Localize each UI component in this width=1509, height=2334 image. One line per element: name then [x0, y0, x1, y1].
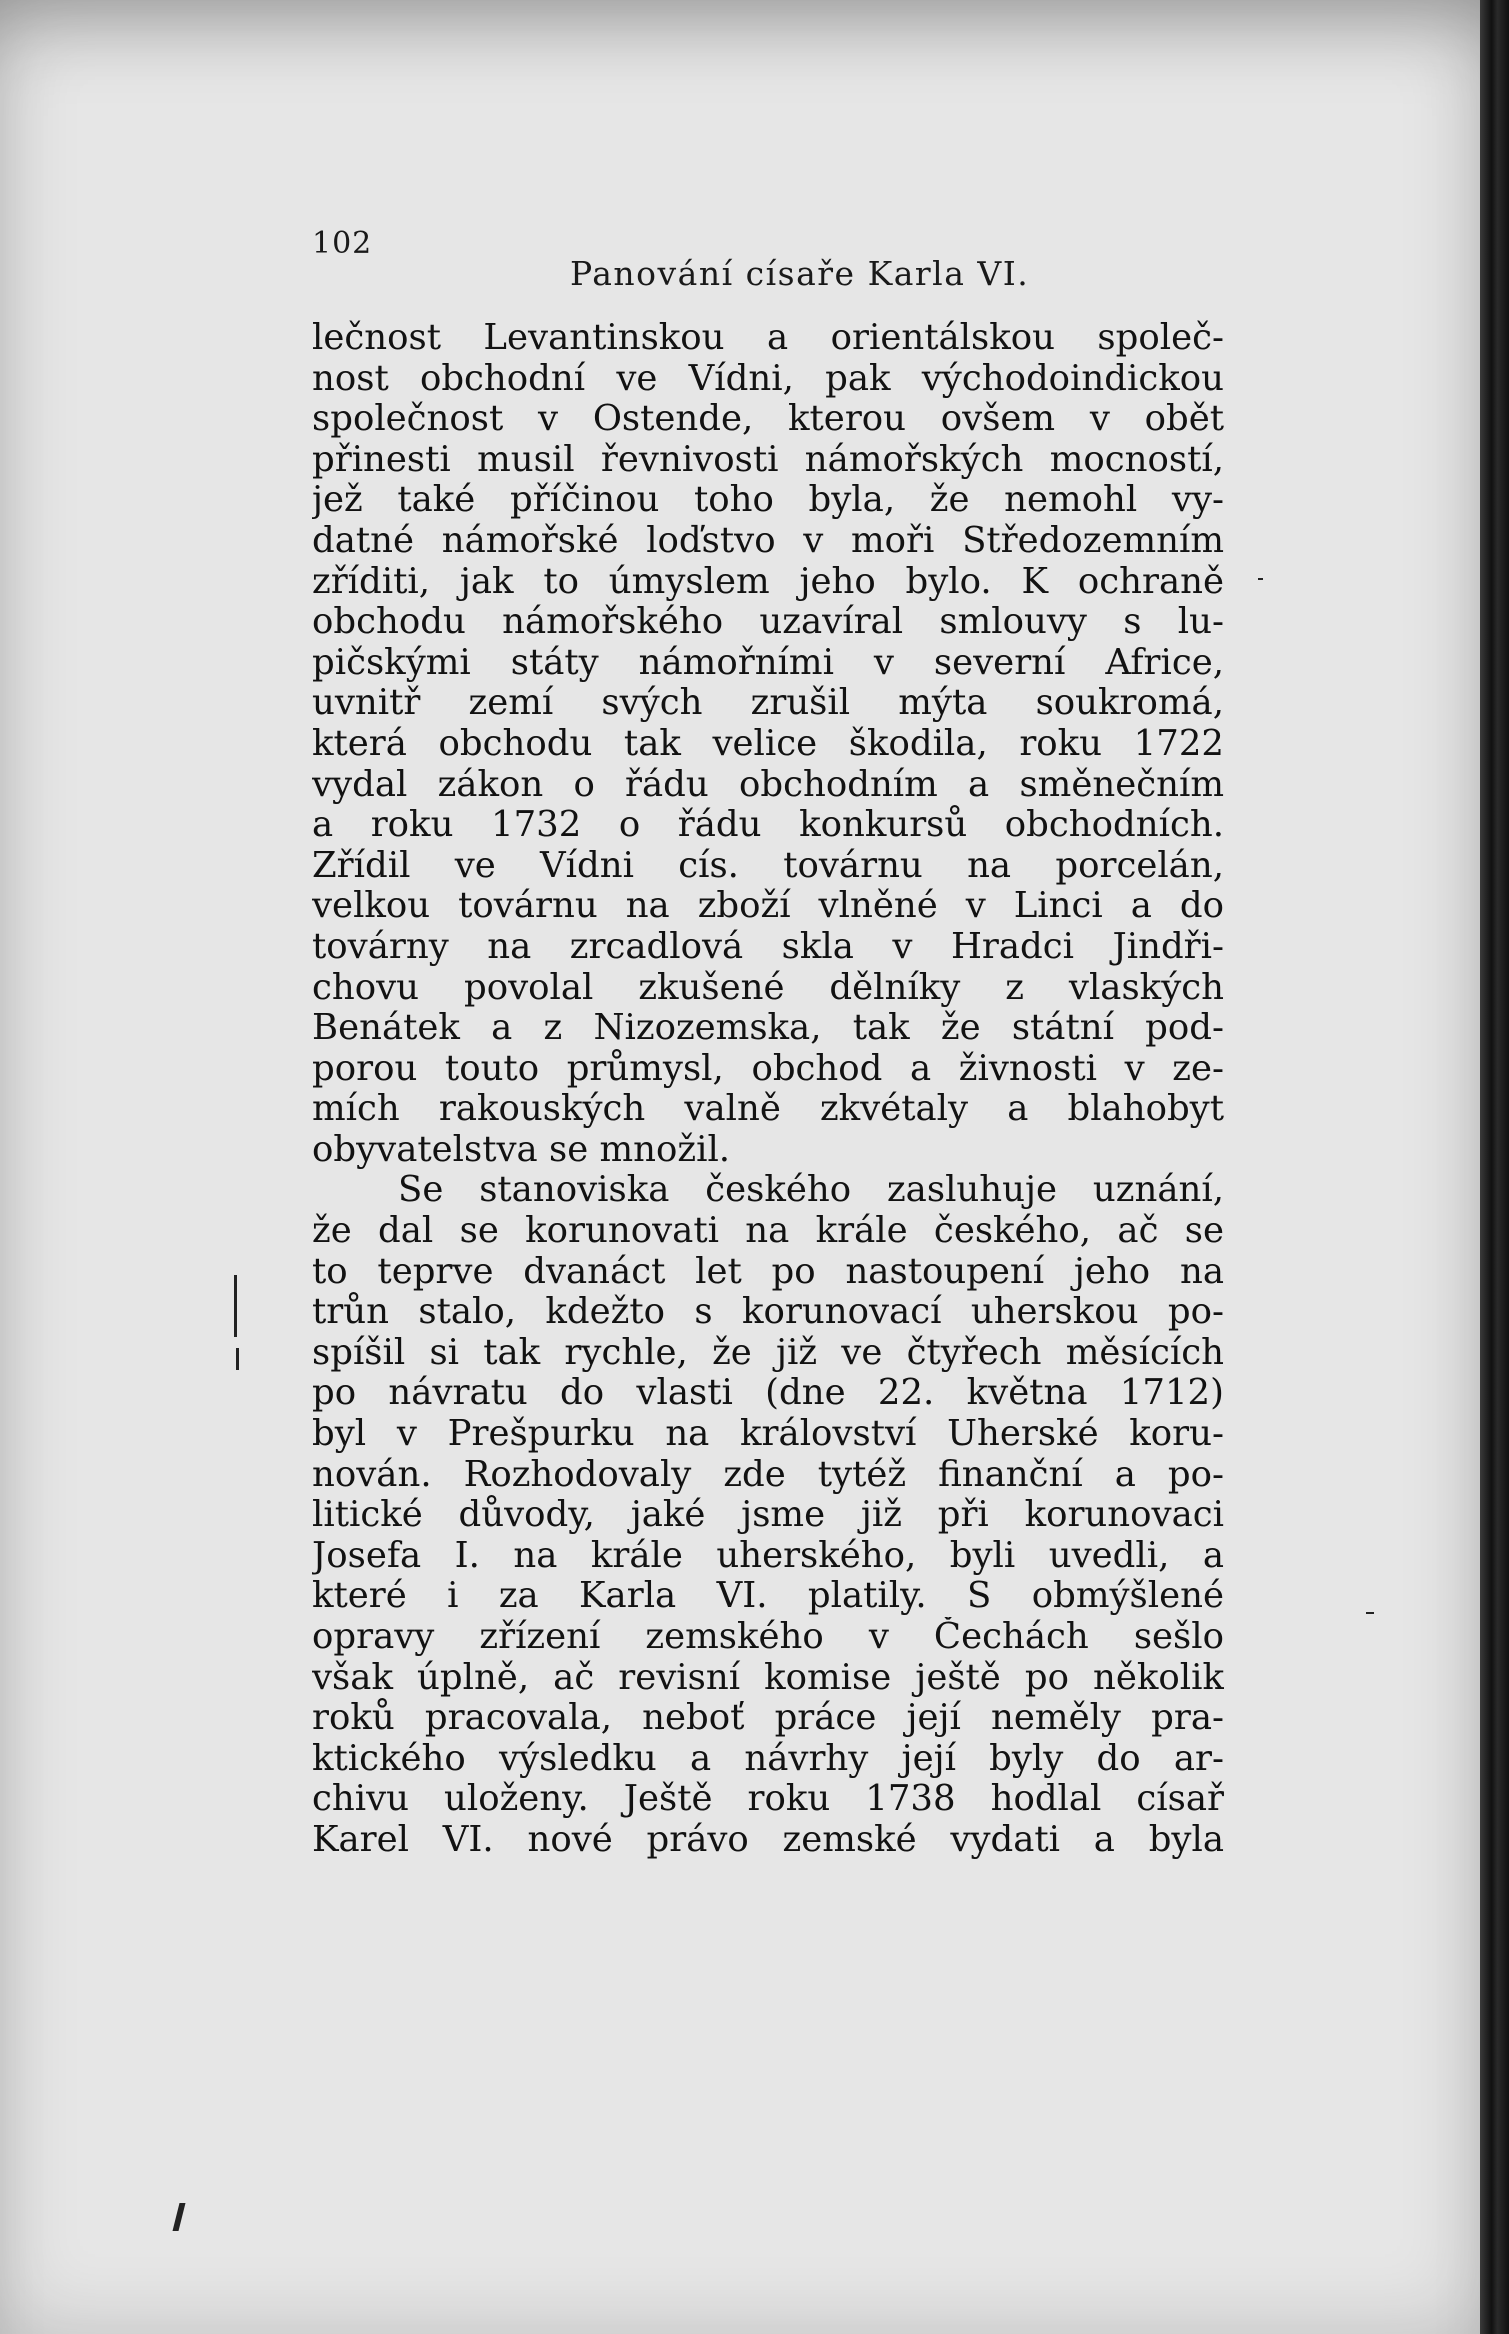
text-line: chovu povolal zkušené dělníky z vlaských	[312, 967, 1224, 1008]
text-line: Karel VI. nové právo zemské vydati a byla	[312, 1819, 1224, 1860]
text-line: nost obchodní ve Vídni, pak východoindickou	[312, 358, 1224, 399]
running-head: Panování císaře Karla VI.	[570, 254, 1030, 293]
margin-mark	[234, 1275, 237, 1337]
text-line: jež také příčinou toho byla, že nemohl vy-	[312, 480, 1224, 521]
text-line: po návratu do vlasti (dne 22. května 1712)	[312, 1373, 1224, 1414]
text-line: lečnost Levantinskou a orientálskou společ-	[312, 318, 1224, 358]
text-line: vydal zákon o řádu obchodním a směnečním	[312, 764, 1224, 805]
text-line: roků pracovala, neboť práce její neměly pra-	[312, 1698, 1224, 1739]
text-line: továrny na zrcadlová skla v Hradci Jindři-	[312, 926, 1224, 967]
scanner-border	[1480, 0, 1509, 2334]
margin-mark	[173, 2203, 186, 2231]
text-line: pičskými státy námořními v severní Africe,	[312, 642, 1224, 683]
text-line: že dal se korunovati na krále českého, ač se	[312, 1211, 1224, 1252]
body-text	[312, 318, 1224, 1861]
text-line: ktického výsledku a návrhy její byly do ar-	[312, 1738, 1224, 1779]
text-line: Se stanoviska českého zasluhuje uznání,	[398, 1170, 1224, 1211]
text-line: které i za Karla VI. platily. S obmýšlené	[312, 1576, 1224, 1617]
text-line: nován. Rozhodovaly zde tytéž finanční a po-	[312, 1454, 1224, 1495]
text-line: společnost v Ostende, kterou ovšem v obět	[312, 399, 1224, 440]
text-line: obyvatelstva se množil.	[312, 1129, 731, 1170]
text-line: Zřídil ve Vídni cís. továrnu na porcelán,	[312, 845, 1224, 886]
text-line: to teprve dvanáct let po nastoupení jeho na	[312, 1251, 1224, 1292]
margin-mark	[236, 1348, 239, 1370]
margin-mark	[1258, 578, 1263, 580]
text-line: a roku 1732 o řádu konkursů obchodních.	[312, 805, 1224, 846]
text-line: spíšil si tak rychle, že již ve čtyřech měsících	[312, 1332, 1224, 1373]
text-line: Josefa I. na krále uherského, byli uvedli, a	[312, 1535, 1224, 1576]
text-line: přinesti musil řevnivosti námořských mocností,	[312, 439, 1224, 480]
text-line: však úplně, ač revisní komise ještě po několik	[312, 1657, 1224, 1698]
text-line: obchodu námořského uzavíral smlouvy s lu-	[312, 602, 1224, 643]
text-line: datné námořské loďstvo v moři Středozemním	[312, 520, 1224, 561]
page-number: 102	[312, 226, 373, 261]
text-line: Benátek a z Nizozemska, tak že státní pod-	[312, 1008, 1224, 1049]
text-line: trůn stalo, kdežto s korunovací uherskou po-	[312, 1292, 1224, 1333]
margin-mark	[1366, 1612, 1374, 1614]
text-line: porou touto průmysl, obchod a živnosti v ze-	[312, 1048, 1224, 1089]
text-line: velkou továrnu na zboží vlněné v Linci a do	[312, 886, 1224, 927]
text-line: která obchodu tak velice škodila, roku 1722	[312, 723, 1224, 764]
page-header	[312, 226, 1237, 293]
text-line: zříditi, jak to úmyslem jeho bylo. K ochraně	[312, 561, 1224, 602]
text-line: opravy zřízení zemského v Čechách sešlo	[312, 1617, 1224, 1657]
text-line: byl v Prešpurku na království Uherské koru-	[312, 1414, 1224, 1455]
text-line: mích rakouských valně zkvétaly a blahobyt	[312, 1089, 1224, 1130]
text-line: chivu uloženy. Ještě roku 1738 hodlal císař	[312, 1779, 1224, 1820]
text-line: litické důvody, jaké jsme již při korunovaci	[312, 1495, 1224, 1536]
text-line: uvnitř zemí svých zrušil mýta soukromá,	[312, 683, 1224, 724]
